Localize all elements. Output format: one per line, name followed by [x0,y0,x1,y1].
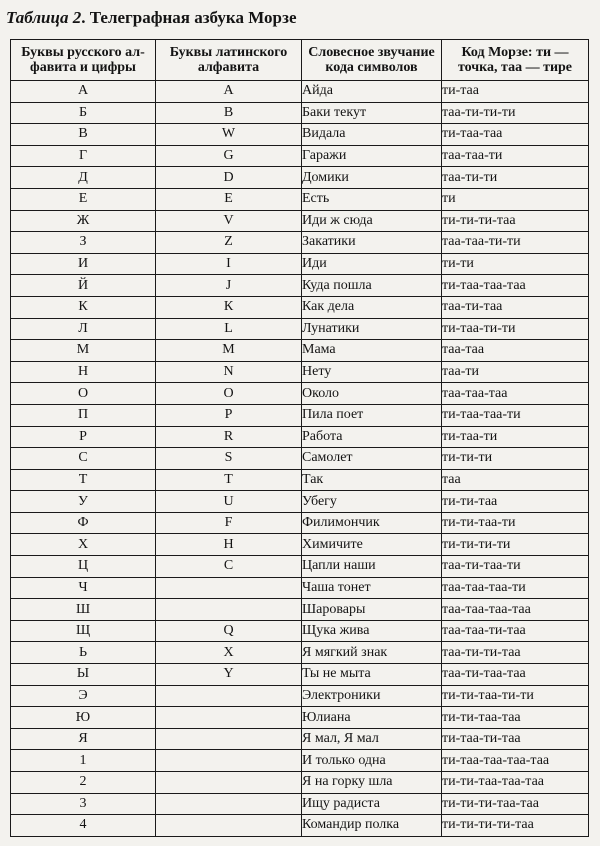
russian-letter-cell: Й [11,275,156,297]
verbal-sound-cell: Мама [302,340,442,362]
morse-code-cell: ти-таа [442,81,589,103]
russian-letter-cell: О [11,383,156,405]
russian-letter-cell: Ь [11,642,156,664]
russian-letter-cell: И [11,253,156,275]
verbal-sound-cell: Айда [302,81,442,103]
verbal-sound-cell: Цапли наши [302,556,442,578]
latin-letter-cell: Н [156,534,302,556]
table-row [11,81,589,103]
morse-code-cell: таа-таа-ти-ти [442,232,589,254]
latin-letter-cell: В [156,102,302,124]
latin-letter-cell: J [156,275,302,297]
russian-letter-cell: У [11,491,156,513]
table-row [11,404,589,426]
table-row [11,793,589,815]
morse-code-cell: таа-таа-таа-ти [442,577,589,599]
header-row [11,40,589,81]
verbal-sound-cell: Чаша тонет [302,577,442,599]
table-row [11,664,589,686]
russian-letter-cell: 4 [11,815,156,837]
table-row [11,318,589,340]
russian-letter-cell: Я [11,728,156,750]
verbal-sound-cell: Нету [302,361,442,383]
russian-letter-cell: 3 [11,793,156,815]
latin-letter-cell: М [156,340,302,362]
table-row [11,383,589,405]
latin-letter-cell: S [156,448,302,470]
morse-code-cell: таа-таа-таа-таа [442,599,589,621]
table-row [11,448,589,470]
morse-code-cell: таа-ти-таа-таа [442,664,589,686]
morse-code-cell: ти-таа-ти [442,426,589,448]
latin-letter-cell [156,707,302,729]
russian-letter-cell: М [11,340,156,362]
table-caption [6,8,297,28]
verbal-sound-cell: Щука жива [302,620,442,642]
verbal-sound-cell: Видала [302,124,442,146]
table-row [11,167,589,189]
morse-code-cell: ти-ти-таа-ти [442,512,589,534]
verbal-sound-cell: Химичите [302,534,442,556]
morse-code-cell: таа-ти-ти [442,167,589,189]
table-row [11,210,589,232]
table-row [11,577,589,599]
russian-letter-cell: А [11,81,156,103]
morse-code-cell: таа-таа-ти [442,145,589,167]
morse-code-cell: ти-ти-таа [442,491,589,513]
verbal-sound-cell: Работа [302,426,442,448]
verbal-sound-cell: Самолет [302,448,442,470]
latin-letter-cell: U [156,491,302,513]
russian-letter-cell: Х [11,534,156,556]
latin-letter-cell: А [156,81,302,103]
morse-code-cell: таа-таа-ти-таа [442,620,589,642]
latin-letter-cell: G [156,145,302,167]
russian-letter-cell: В [11,124,156,146]
russian-letter-cell: Ч [11,577,156,599]
header-russian-letters: Буквы русского ал- фавита и цифры [11,40,156,81]
table-row [11,253,589,275]
latin-letter-cell: Q [156,620,302,642]
header-verbal-sound: Словесное звучание кода символов [302,40,442,81]
table-row [11,750,589,772]
morse-code-cell: ти-ти-ти-таа [442,210,589,232]
russian-letter-cell: З [11,232,156,254]
russian-letter-cell: 2 [11,772,156,794]
table-row [11,534,589,556]
morse-code-cell: ти-ти-таа-таа-таа [442,772,589,794]
morse-code-cell: ти-ти-ти [442,448,589,470]
russian-letter-cell: Ы [11,664,156,686]
latin-letter-cell: Y [156,664,302,686]
russian-letter-cell: Н [11,361,156,383]
table-row [11,512,589,534]
table-row [11,491,589,513]
russian-letter-cell: 1 [11,750,156,772]
latin-letter-cell: R [156,426,302,448]
table-row [11,275,589,297]
latin-letter-cell: V [156,210,302,232]
morse-code-cell: ти-таа-таа [442,124,589,146]
caption-title: . Телеграфная азбука Морзе [81,8,297,27]
latin-letter-cell [156,685,302,707]
morse-code-cell: таа-ти-ти-ти [442,102,589,124]
russian-letter-cell: Э [11,685,156,707]
morse-code-cell: ти-таа-таа-ти [442,404,589,426]
morse-code-table [10,39,589,837]
table-row [11,124,589,146]
russian-letter-cell: Е [11,188,156,210]
morse-code-cell: ти-ти-ти-ти-таа [442,815,589,837]
latin-letter-cell [156,750,302,772]
morse-code-cell: ти-таа-таа-таа-таа [442,750,589,772]
russian-letter-cell: Щ [11,620,156,642]
morse-code-cell: таа [442,469,589,491]
russian-letter-cell: К [11,296,156,318]
verbal-sound-cell: И только одна [302,750,442,772]
verbal-sound-cell: Я мал, Я мал [302,728,442,750]
verbal-sound-cell: Иди ж сюда [302,210,442,232]
morse-code-cell: ти-таа-таа-таа [442,275,589,297]
table-row [11,815,589,837]
morse-code-cell: ти-ти-таа-ти-ти [442,685,589,707]
table-row [11,469,589,491]
russian-letter-cell: Л [11,318,156,340]
verbal-sound-cell: Ты не мыта [302,664,442,686]
verbal-sound-cell: Я мягкий знак [302,642,442,664]
table-row [11,685,589,707]
verbal-sound-cell: Электроники [302,685,442,707]
morse-code-cell: ти-таа-ти-таа [442,728,589,750]
latin-letter-cell [156,793,302,815]
russian-letter-cell: Ц [11,556,156,578]
latin-letter-cell: L [156,318,302,340]
verbal-sound-cell: Лунатики [302,318,442,340]
latin-letter-cell: О [156,383,302,405]
latin-letter-cell: D [156,167,302,189]
russian-letter-cell: Ж [11,210,156,232]
latin-letter-cell: Р [156,404,302,426]
table-row [11,556,589,578]
morse-code-cell: ти-ти-таа-таа [442,707,589,729]
header-morse-code: Код Морзе: ти — точка, таа — тире [442,40,589,81]
verbal-sound-cell: Я на горку шла [302,772,442,794]
table-row [11,145,589,167]
morse-code-cell: ти-ти-ти-таа-таа [442,793,589,815]
latin-letter-cell: Т [156,469,302,491]
latin-letter-cell: F [156,512,302,534]
header-latin-letters: Буквы латинского алфавита [156,40,302,81]
morse-code-cell: таа-таа-таа [442,383,589,405]
morse-code-cell: таа-ти-таа-ти [442,556,589,578]
table-row [11,707,589,729]
latin-letter-cell [156,728,302,750]
morse-code-cell: таа-таа [442,340,589,362]
russian-letter-cell: Т [11,469,156,491]
caption-lead: Таблица 2 [6,8,82,27]
russian-letter-cell: С [11,448,156,470]
table-row [11,340,589,362]
table-row [11,728,589,750]
morse-code-cell: таа-ти [442,361,589,383]
table-row [11,599,589,621]
latin-letter-cell [156,772,302,794]
morse-code-cell: ти-таа-ти-ти [442,318,589,340]
latin-letter-cell: N [156,361,302,383]
verbal-sound-cell: Так [302,469,442,491]
table-row [11,642,589,664]
table-row [11,361,589,383]
verbal-sound-cell: Около [302,383,442,405]
latin-letter-cell: С [156,556,302,578]
table-row [11,772,589,794]
verbal-sound-cell: Гаражи [302,145,442,167]
russian-letter-cell: Б [11,102,156,124]
verbal-sound-cell: Закатики [302,232,442,254]
russian-letter-cell: Г [11,145,156,167]
russian-letter-cell: Р [11,426,156,448]
table-row [11,620,589,642]
verbal-sound-cell: Как дела [302,296,442,318]
russian-letter-cell: П [11,404,156,426]
table-row [11,426,589,448]
morse-code-cell: ти-ти [442,253,589,275]
latin-letter-cell [156,599,302,621]
morse-code-cell: ти-ти-ти-ти [442,534,589,556]
table-body [11,81,589,837]
verbal-sound-cell: Куда пошла [302,275,442,297]
latin-letter-cell: I [156,253,302,275]
morse-code-cell: ти [442,188,589,210]
table-row [11,102,589,124]
russian-letter-cell: Ф [11,512,156,534]
verbal-sound-cell: Пила поет [302,404,442,426]
verbal-sound-cell: Ищу радиста [302,793,442,815]
table-row [11,296,589,318]
latin-letter-cell: W [156,124,302,146]
russian-letter-cell: Ш [11,599,156,621]
verbal-sound-cell: Командир полка [302,815,442,837]
table-row [11,232,589,254]
verbal-sound-cell: Шаровары [302,599,442,621]
russian-letter-cell: Ю [11,707,156,729]
verbal-sound-cell: Домики [302,167,442,189]
latin-letter-cell: X [156,642,302,664]
table-row [11,188,589,210]
latin-letter-cell: Е [156,188,302,210]
latin-letter-cell: Z [156,232,302,254]
verbal-sound-cell: Филимончик [302,512,442,534]
latin-letter-cell: К [156,296,302,318]
verbal-sound-cell: Иди [302,253,442,275]
latin-letter-cell [156,577,302,599]
verbal-sound-cell: Есть [302,188,442,210]
morse-code-cell: таа-ти-таа [442,296,589,318]
russian-letter-cell: Д [11,167,156,189]
verbal-sound-cell: Юлиана [302,707,442,729]
morse-code-cell: таа-ти-ти-таа [442,642,589,664]
verbal-sound-cell: Убегу [302,491,442,513]
verbal-sound-cell: Баки текут [302,102,442,124]
latin-letter-cell [156,815,302,837]
